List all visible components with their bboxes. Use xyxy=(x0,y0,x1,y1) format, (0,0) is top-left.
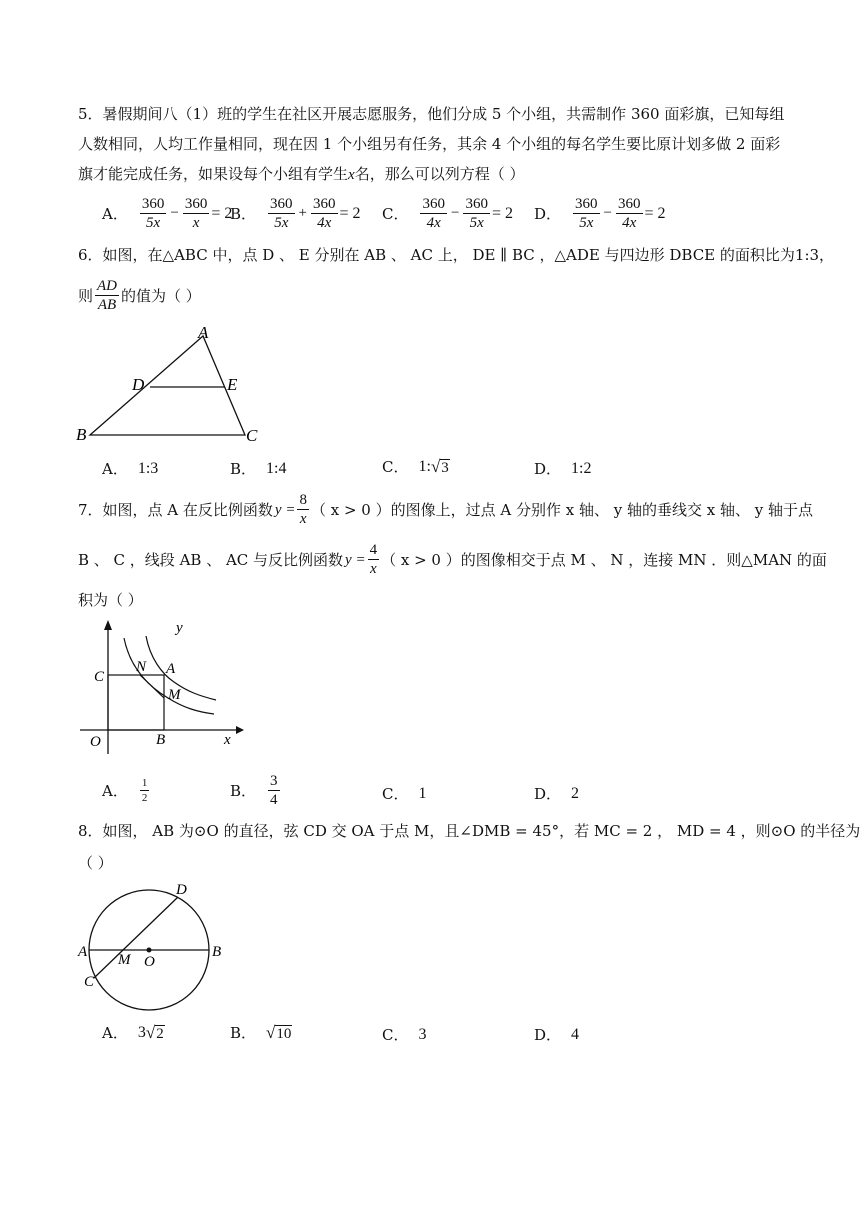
sqrt-symbol: √ xyxy=(266,1022,276,1042)
q5-option-a[interactable] xyxy=(102,196,232,231)
operator: − xyxy=(450,205,460,221)
q7-function-y: y = xyxy=(274,501,296,518)
fraction-numerator: 360 xyxy=(184,196,208,212)
label-o: O xyxy=(144,954,155,970)
segment-mn xyxy=(140,675,164,698)
fraction-denominator: 4x xyxy=(426,215,441,231)
fraction-denominator: 5x xyxy=(469,215,484,231)
q7-option-label: B． xyxy=(230,782,257,800)
fraction-numerator: AD xyxy=(97,278,118,294)
q5-option-label: B． xyxy=(230,205,257,223)
label-y: y xyxy=(176,620,183,636)
q8-option-label: C． xyxy=(382,1026,409,1044)
q8-line-2: （ ） xyxy=(78,854,113,872)
operator: − xyxy=(170,205,179,221)
q5-option-label: A． xyxy=(102,205,128,223)
q6-option-value: 1: xyxy=(418,457,431,475)
q7-line-1-end: 的图像上，过点 A 分别作 x 轴、 y 轴的垂线交 x 轴、 y 轴于点 xyxy=(390,500,813,519)
q7-line-3: 积为（ ） xyxy=(78,591,143,609)
q6-option-value: 1:3 xyxy=(137,459,159,477)
q6-line-1: 6．如图，在△ABC 中，点 D 、 E 分别在 AB 、 AC 上， DE ∥ BC ，△ADE 与四边形 DBCE 的面积比为1:3， xyxy=(78,246,835,264)
q7-option-a[interactable] xyxy=(102,777,151,804)
center-point xyxy=(147,948,152,953)
label-a: A xyxy=(78,944,88,960)
fraction-denominator: 5x xyxy=(579,215,594,231)
fraction-denominator: 2 xyxy=(141,792,148,804)
q6-option-d[interactable] xyxy=(534,458,591,479)
q6-line-2-end: 的值为（ ） xyxy=(121,286,201,305)
fraction-denominator: x xyxy=(299,511,307,527)
fraction-numerator: 4 xyxy=(369,542,378,558)
label-m: M xyxy=(168,687,181,703)
q8-option-label: D． xyxy=(534,1026,562,1044)
q6-option-b[interactable] xyxy=(230,458,286,479)
label-b: B xyxy=(76,425,87,444)
q8-option-value: 4 xyxy=(571,1025,580,1043)
q5-line-3 xyxy=(78,164,524,185)
q7-option-label: A． xyxy=(102,782,128,800)
q8-option-value: 3 xyxy=(418,1025,427,1043)
operator: + xyxy=(298,205,307,221)
q7-option-b[interactable] xyxy=(230,773,282,808)
fraction-denominator: x xyxy=(192,215,200,231)
fraction-denominator: 4 xyxy=(270,792,278,808)
label-d: D xyxy=(176,882,187,898)
x-axis-arrow-icon xyxy=(236,726,244,734)
sqrt-radicand: 3 xyxy=(441,459,449,476)
q8-line-1: 8．如图， AB 为⊙O 的直径，弦 CD 交 OA 于点 M，且∠DMB = 45°，若 MC = 2 ， MD = 4 ，则⊙O 的半径为 xyxy=(78,822,861,840)
label-a: A xyxy=(166,661,176,677)
label-e: E xyxy=(227,375,238,394)
q7-line-2 xyxy=(78,542,827,577)
q5-option-label: D． xyxy=(534,205,562,223)
label-c: C xyxy=(246,426,258,445)
equation-rhs: = 2 xyxy=(339,204,361,222)
label-x: x xyxy=(224,732,231,748)
equation-rhs: = 2 xyxy=(211,204,233,222)
q6-line-2 xyxy=(78,278,201,313)
q7-condition: （ x > 0 ） xyxy=(310,500,391,519)
fraction-denominator: 4x xyxy=(622,215,637,231)
sqrt-symbol: √ xyxy=(145,1022,156,1042)
q6-option-a[interactable] xyxy=(102,458,158,479)
label-c: C xyxy=(94,669,105,685)
q5-line-2: 人数相同，人均工作量相同，现在因 1 个小组另有任务，其余 4 个小组的每名学生要比原计划多做 2 面彩 xyxy=(78,135,781,153)
sqrt-radicand: 2 xyxy=(156,1025,164,1042)
fraction-denominator: 5x xyxy=(274,215,289,231)
chord-cd xyxy=(94,897,178,978)
label-n: N xyxy=(136,659,147,675)
fraction-denominator: 4x xyxy=(317,215,332,231)
q5-line-3-text: 旗才能完成任务，如果设每个小组有学生 xyxy=(78,165,349,183)
fraction-numerator: 3 xyxy=(270,773,278,789)
label-o: O xyxy=(90,734,101,750)
q8-option-a[interactable] xyxy=(102,1022,165,1043)
q5-option-d[interactable] xyxy=(534,196,666,231)
q7-line-1 xyxy=(78,492,813,527)
q6-option-label: D． xyxy=(534,460,562,478)
fraction-numerator: 360 xyxy=(270,196,293,212)
q7-line-2-end: 的图像相交于点 M 、 N ，连接 MN ．则△MAN 的面 xyxy=(460,550,827,569)
q6-option-c[interactable] xyxy=(382,456,450,477)
q6-option-value: 1:2 xyxy=(571,459,592,477)
q5-option-label: C． xyxy=(382,205,409,223)
q8-option-b[interactable] xyxy=(230,1022,292,1043)
label-c: C xyxy=(84,974,95,990)
label-b: B xyxy=(156,732,166,748)
label-a: A xyxy=(198,323,209,342)
q7-line-2-start: B 、 C ，线段 AB 、 AC 与反比例函数 xyxy=(78,550,344,569)
q7-option-label: C． xyxy=(382,785,409,803)
q5-variable-x: x xyxy=(348,167,355,183)
fraction-numerator: 360 xyxy=(618,196,641,212)
fraction-numerator: 360 xyxy=(141,196,165,212)
fraction-denominator: x xyxy=(369,561,377,577)
q5-option-c[interactable] xyxy=(382,196,513,231)
q5-line-1: 5．暑假期间八（1）班的学生在社区开展志愿服务，他们分成 5 个小组，共需制作 360 面彩旗，已知每组 xyxy=(78,105,785,123)
q5-line-3-end: 名，那么可以列方程（ ） xyxy=(354,165,525,183)
q6-option-value: 1:4 xyxy=(266,459,287,477)
q7-line-1-start: 7．如图，点 A 在反比例函数 xyxy=(78,500,273,519)
q7-option-value: 1 xyxy=(418,784,427,802)
circle-figure xyxy=(74,876,234,1016)
q8-option-label: B． xyxy=(230,1024,257,1042)
q8-option-d[interactable] xyxy=(534,1024,579,1045)
q6-line-2-start: 则 xyxy=(78,286,94,305)
q6-option-label: A． xyxy=(102,460,128,478)
fraction-numerator: 360 xyxy=(422,196,445,212)
label-d: D xyxy=(132,375,145,394)
coordinate-figure xyxy=(78,616,248,756)
q7-condition: （ x > 0 ） xyxy=(381,550,461,569)
rectangle-abco xyxy=(108,675,164,730)
q7-option-value: 2 xyxy=(571,784,580,802)
fraction-numerator: 360 xyxy=(465,196,488,212)
q7-option-d[interactable] xyxy=(534,783,579,804)
fraction-numerator: 1 xyxy=(141,777,148,789)
q7-function-y: y = xyxy=(345,551,366,568)
fraction-numerator: 360 xyxy=(575,196,598,212)
q7-option-label: D． xyxy=(534,785,562,803)
triangle-abc xyxy=(90,336,245,435)
q6-option-label: B． xyxy=(230,460,257,478)
equation-rhs: = 2 xyxy=(491,204,513,222)
q5-option-b[interactable] xyxy=(230,196,361,231)
y-axis-arrow-icon xyxy=(104,620,112,630)
q6-option-label: C． xyxy=(382,458,409,476)
fraction-numerator: 360 xyxy=(313,196,336,212)
q8-option-label: A． xyxy=(102,1024,128,1042)
label-m: M xyxy=(118,952,131,968)
q8-option-c[interactable] xyxy=(382,1024,426,1045)
fraction-denominator: 5x xyxy=(146,215,161,231)
operator: − xyxy=(603,205,612,221)
sqrt-radicand: 10 xyxy=(276,1025,292,1042)
sqrt-symbol: √ xyxy=(430,456,441,476)
fraction-denominator: AB xyxy=(97,297,117,313)
q7-option-c[interactable] xyxy=(382,783,426,804)
q8-option-coefficient: 3 xyxy=(137,1023,146,1041)
equation-rhs: = 2 xyxy=(644,204,666,222)
label-b: B xyxy=(212,944,222,960)
fraction-numerator: 8 xyxy=(299,492,307,508)
triangle-figure xyxy=(70,322,270,450)
